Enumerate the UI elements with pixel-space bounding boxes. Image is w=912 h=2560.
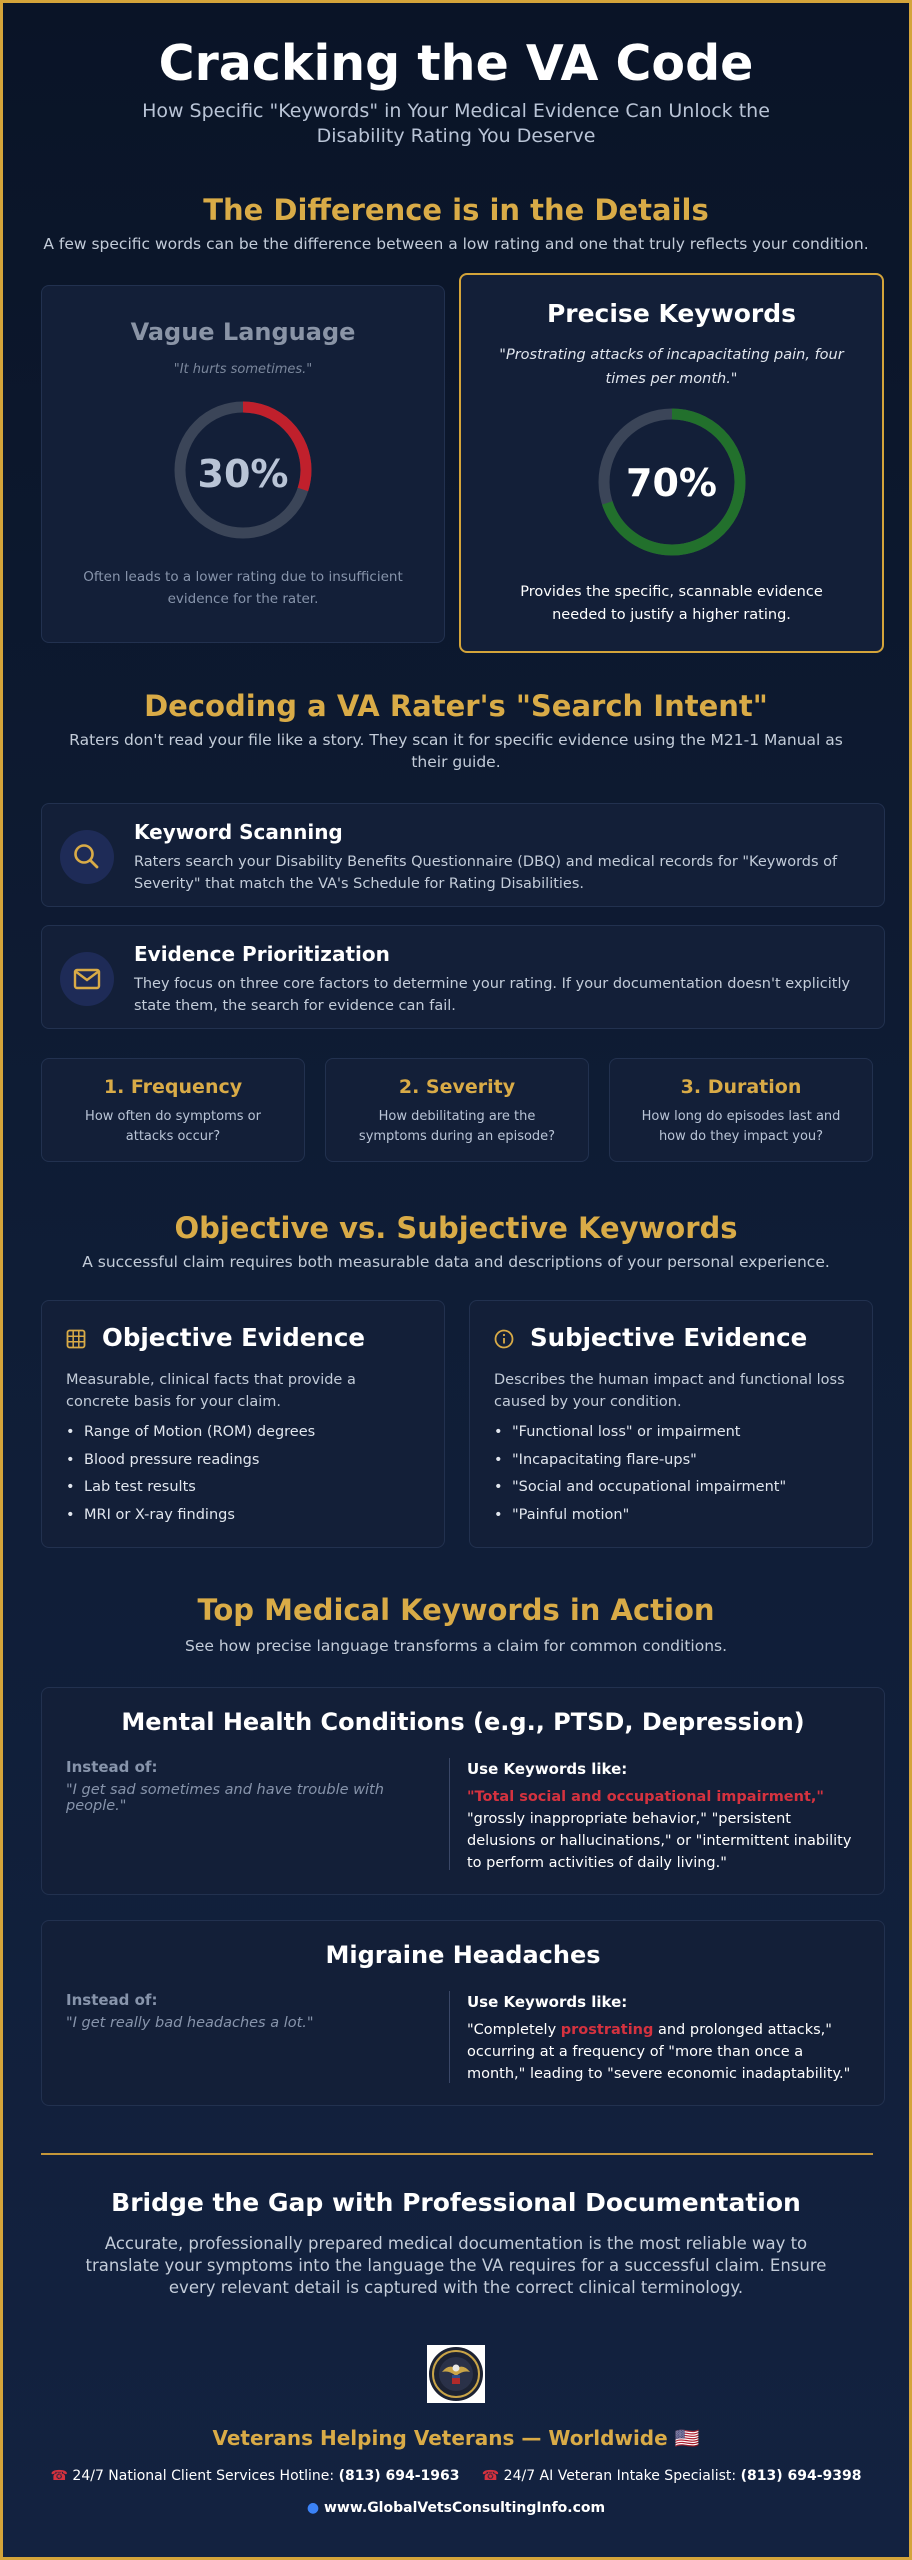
subjective-title: Subjective Evidence [530,1323,808,1352]
feature-title: Evidence Prioritization [134,942,390,966]
list-item: • MRI or X-ray findings [66,1502,424,1530]
vague-quote: "It hurts sometimes." [173,362,313,377]
keywords-action-subtitle: See how precise language transforms a claim for common conditions. [184,1637,728,1655]
info-icon [494,1329,514,1349]
divider [449,1991,450,2083]
hotline-number[interactable]: (813) 694-1963 [338,2468,460,2484]
use-keywords-text [467,1786,860,1874]
difference-title: The Difference is in the Details [203,193,709,227]
precise-percent: 70% [626,461,717,505]
page-title: Cracking the VA Code [158,35,754,92]
vague-title: Vague Language [130,318,356,346]
factor-duration [609,1058,873,1162]
list-item: • "Painful motion" [494,1502,852,1530]
subjective-description: Describes the human impact and functional loss caused by your condition. [494,1372,845,1410]
instead-text: "I get really bad headaches a lot." [66,2015,314,2031]
feature-text: They focus on three core factors to determine your rating. If your documentation doesn't explicitly state them, the search for evidence can fail. [134,976,851,1014]
grid-icon [66,1329,86,1349]
precise-footer: Provides the specific, scannable evidence needed to justify a higher rating. [520,584,823,623]
precise-quote: "Prostrating attacks of incapacitating pain, four times per month." [499,347,844,387]
precise-keywords-card [459,273,884,653]
use-keywords-block [467,1991,860,2085]
list-item: • "Incapacitating flare-ups" [494,1447,852,1475]
decoding-title: Decoding a VA Rater's "Search Intent" [144,689,768,723]
feature-text: Raters search your Disability Benefits Questionnaire (DBQ) and medical records for "Keywords of Severity" that match the VA's Schedule for Rating Disabilities. [134,854,838,892]
keyword-before: "Completely [467,2022,561,2038]
condition-title: Mental Health Conditions (e.g., PTSD, Depression) [121,1708,805,1736]
objective-subjective-title: Objective vs. Subjective Keywords [174,1211,738,1245]
keyword-rest: and prolonged attacks," occurring at a frequency of "more than once a month," leading to "severe economic inadaptability." [467,2022,851,2082]
page-subtitle: How Specific "Keywords" in Your Medical Evidence Can Unlock the Disability Rating You Deserve [142,100,770,147]
instead-label: Instead of: [66,1758,158,1776]
subjective-list [494,1419,852,1529]
factor-title: 1. Frequency [103,1076,243,1098]
bridge-title: Bridge the Gap with Professional Documentation [111,2188,801,2217]
vague-percent: 30% [197,452,289,496]
vague-footer: Often leads to a lower rating due to insufficient evidence for the rater. [83,569,403,607]
hotline-number[interactable]: (813) 694-9398 [740,2468,862,2484]
vague-language-card [41,285,445,643]
objective-evidence-card [41,1300,445,1548]
difference-subtitle: A few specific words can be the difference between a low rating and one that truly reflects your condition. [43,235,869,253]
factor-text: How long do episodes last and how do they impact you? [641,1109,841,1144]
factor-severity [325,1058,589,1162]
phone-icon: ☎ [481,2468,500,2484]
factor-text: How often do symptoms or attacks occur? [85,1109,261,1144]
use-label: Use Keywords like: [467,1993,628,2011]
phone-icon: ☎ [50,2468,68,2484]
feature-keyword-scanning [41,803,885,907]
hotline-label: 24/7 National Client Services Hotline: [72,2468,335,2484]
keyword-highlight: "Total social and occupational impairment," [467,1789,824,1805]
factor-title: 3. Duration [680,1076,802,1098]
decoding-subtitle: Raters don't read your file like a story. They scan it for specific evidence using the M21-1 Manual as their guide. [69,731,843,771]
bridge-text: Accurate, professionally prepared medical documentation is the most reliable way to translate your symptoms into the language the VA requires for a successful claim. Ensure every relevant detail is captured with the correct clinical terminology. [85,2234,827,2297]
factor-frequency [41,1058,305,1162]
tagline: Veterans Helping Veterans — Worldwide 🇺🇸 [212,2426,700,2450]
hotlines [3,2468,909,2484]
subjective-evidence-card [469,1300,873,1548]
hotline-label: 24/7 AI Veteran Intake Specialist: [503,2468,737,2484]
globe-icon: ● [306,2500,320,2516]
list-item: • Blood pressure readings [66,1447,424,1475]
mental-health-card [41,1687,885,1895]
search-icon [60,830,114,884]
envelope-icon [60,952,114,1006]
use-label: Use Keywords like: [467,1760,628,1778]
divider [449,1758,450,1870]
use-keywords-text [467,2019,860,2085]
website-link[interactable]: www.GlobalVetsConsultingInfo.com [323,2500,606,2516]
factor-title: 2. Severity [398,1076,516,1098]
feature-title: Keyword Scanning [134,820,343,844]
use-keywords-block [467,1758,860,1874]
feature-evidence-prioritization [41,925,885,1029]
objective-list [66,1419,424,1529]
objective-subjective-subtitle: A successful claim requires both measurable data and descriptions of your personal experience. [82,1253,830,1271]
website-row [3,2500,909,2516]
objective-description: Measurable, clinical facts that provide a concrete basis for your claim. [66,1372,356,1410]
condition-title: Migraine Headaches [325,1941,601,1969]
list-item: • "Functional loss" or impairment [494,1419,852,1447]
list-item: • Range of Motion (ROM) degrees [66,1419,424,1447]
migraine-card [41,1920,885,2106]
list-item: • "Social and occupational impairment" [494,1474,852,1502]
list-item: • Lab test results [66,1474,424,1502]
precise-title: Precise Keywords [546,299,797,328]
organization-seal-logo [427,2345,485,2403]
instead-of-block [66,1991,442,2031]
keywords-action-title: Top Medical Keywords in Action [197,1593,715,1627]
factor-text: How debilitating are the symptoms during an episode? [358,1109,556,1144]
objective-title: Objective Evidence [102,1323,365,1352]
instead-of-block [66,1758,442,1814]
keyword-highlight: prostrating [560,2022,654,2038]
section-divider [41,2153,873,2155]
keyword-rest: "grossly inappropriate behavior," "persistent delusions or hallucinations," or "intermittent inability to perform activities of daily living." [467,1811,852,1871]
instead-text: "I get sad sometimes and have trouble with people." [66,1782,384,1814]
instead-label: Instead of: [66,1991,158,2009]
